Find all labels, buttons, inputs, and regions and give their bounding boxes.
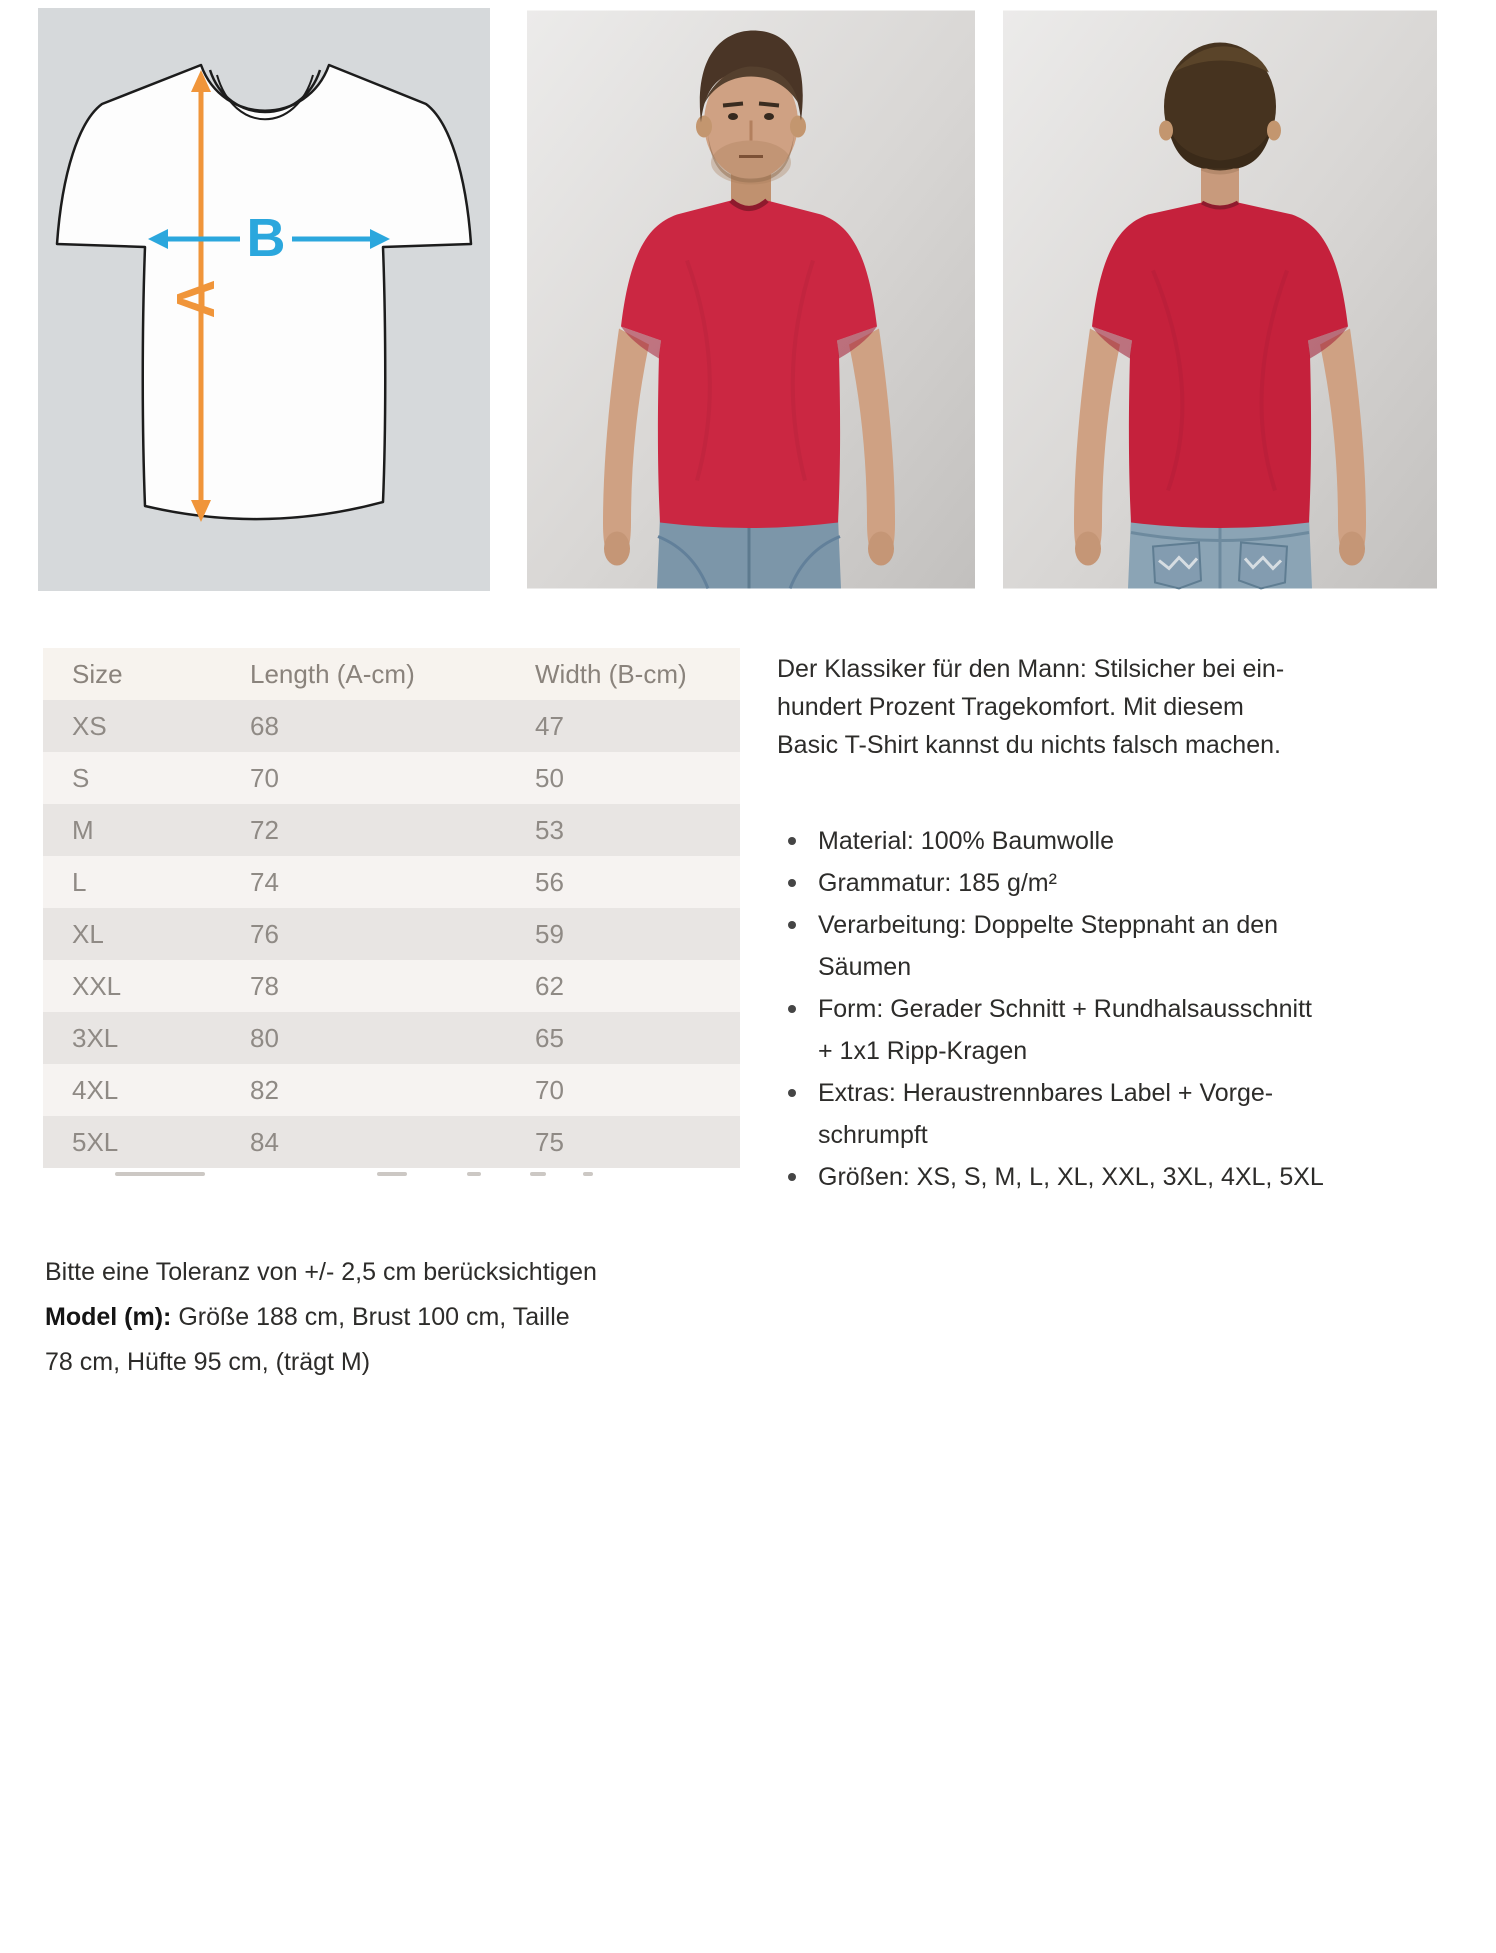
size-cell: XXL [72,970,122,1001]
width-cell: 65 [535,1022,564,1053]
size-cell: 4XL [72,1074,119,1105]
length-cell: 84 [250,1126,279,1157]
intro-line: Basic T-Shirt kannst du nichts falsch machen. [777,731,1281,759]
width-cell: 56 [535,866,564,897]
model-front-photo [527,8,975,591]
spec-list [777,820,1482,1198]
table-row [43,1012,740,1064]
model-measurements: Größe 188 cm, Brust 100 cm, Taille [171,1303,570,1331]
table-row [43,752,740,804]
width-cell: 53 [535,814,564,845]
size-cell: 3XL [72,1022,119,1053]
table-row [43,700,740,752]
width-cell: 50 [535,762,564,793]
size-cell: S [72,762,90,793]
length-cell: 72 [250,814,279,845]
column-header-width: Width (B-cm) [535,658,687,689]
column-header-size: Size [72,658,123,689]
width-cell: 47 [535,710,564,741]
table-row [43,804,740,856]
length-cell: 70 [250,762,279,793]
table-row [43,908,740,960]
width-cell: 70 [535,1074,564,1105]
size-diagram-image [38,8,490,591]
table-row [43,1116,740,1168]
list-item-material: Material: 100% Baumwolle [777,820,1482,862]
size-cell: M [72,814,94,845]
arrow-a-label: A [166,279,226,319]
product-description [777,650,1482,1198]
list-item-grammatur: Grammatur: 185 g/m² [777,862,1482,904]
bullet-icon [788,1173,796,1181]
model-info-line1 [45,1295,755,1340]
model-back-photo-panel [1003,8,1437,591]
width-cell: 75 [535,1126,564,1157]
table-row [43,960,740,1012]
bullet-icon [788,921,796,929]
measurement-notes [45,1250,755,1385]
size-cell: XS [72,710,107,741]
table-row [43,1064,740,1116]
size-cell: XL [72,918,104,949]
table-row [43,856,740,908]
list-item-form: Form: Gerader Schnitt + Rundhalsausschnitt + 1x1 Ripp-Kragen [777,988,1482,1072]
model-label: Model (m): [45,1303,172,1331]
length-cell: 80 [250,1022,279,1053]
list-item-extras: Extras: Heraustrennbares Label + Vorge- schrumpft [777,1072,1482,1156]
length-cell: 76 [250,918,279,949]
size-cell: 5XL [72,1126,119,1157]
intro-line: Der Klassiker für den Mann: Stilsicher bei ein- [777,655,1285,683]
length-cell: 78 [250,970,279,1001]
size-diagram-panel [38,8,490,591]
bullet-icon [788,837,796,845]
list-item-verarbeitung: Verarbeitung: Doppelte Steppnaht an den Säumen [777,904,1482,988]
model-front-photo-panel [527,8,975,591]
width-cell: 62 [535,970,564,1001]
model-back-photo [1003,8,1437,591]
description-intro [777,650,1482,764]
size-cell: L [72,866,87,897]
bullet-icon [788,1005,796,1013]
model-info-line2: 78 cm, Hüfte 95 cm, (trägt M) [45,1348,371,1376]
length-cell: 74 [250,866,279,897]
clipped-row-remnant [43,1170,740,1180]
tolerance-note: Bitte eine Toleranz von +/- 2,5 cm berücksichtigen [45,1258,597,1286]
arrow-b-label: B [246,208,286,268]
bullet-icon [788,879,796,887]
list-item-groessen: Größen: XS, S, M, L, XL, XXL, 3XL, 4XL, 5XL [777,1156,1482,1198]
column-header-length: Length (A-cm) [250,658,415,689]
size-table [43,648,740,1168]
length-cell: 68 [250,710,279,741]
bullet-icon [788,1089,796,1097]
length-cell: 82 [250,1074,279,1105]
size-table-header-row [43,648,740,700]
intro-line: hundert Prozent Tragekomfort. Mit diesem [777,693,1244,721]
width-cell: 59 [535,918,564,949]
